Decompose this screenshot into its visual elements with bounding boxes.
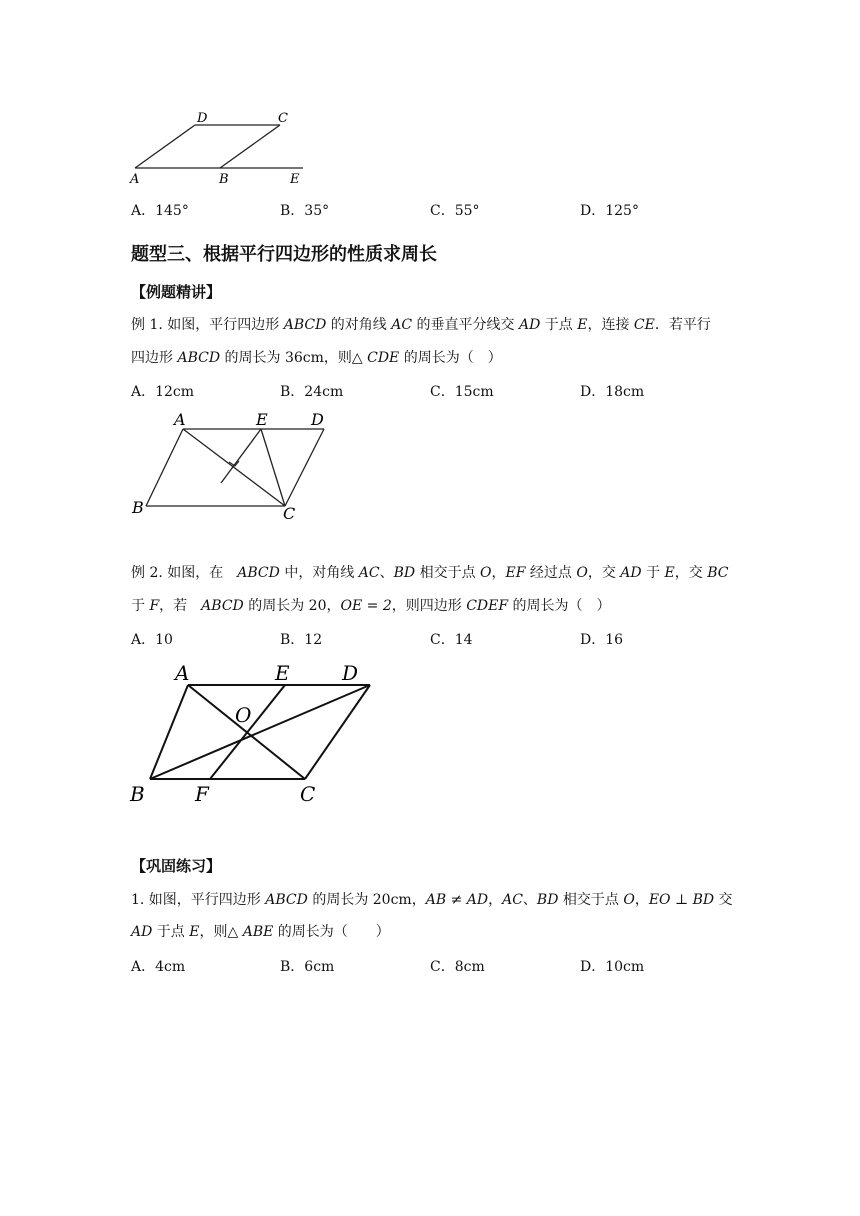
point-label-a: A [174,410,186,429]
example-2-option-a[interactable]: A．10 [131,632,173,648]
example-1-line-2: 四边形 ABCD 的周长为 36cm，则△ CDE 的周长为（ ） [131,350,502,366]
segment-cb [220,125,280,168]
point-label-f: F [195,782,209,806]
practice-1-line-1: 1. 如图，平行四边形 ABCD 的周长为 20cm，AB ≠ AD，AC、BD 相交于点 O，EO ⊥ BD 交 [131,892,733,908]
point-label-c: C [300,782,316,806]
segment-ad [135,125,195,168]
practice-1-option-b[interactable]: B．6cm [280,959,335,975]
example-1-option-d[interactable]: D．18cm [580,384,645,400]
example-2-line-2: 于 F，若 ABCD 的周长为 20，OE = 2，则四边形 CDEF 的周长为（ ） [131,598,611,614]
point-label-a: A [175,661,190,685]
point-label-e: E [290,172,300,187]
example-2-option-b[interactable]: B．12 [280,632,323,648]
practice-header: 【巩固练习】 [131,857,222,875]
section-title: 题型三、根据平行四边形的性质求周长 [131,244,437,265]
segment-ba [146,429,183,506]
example-2-option-d[interactable]: D．16 [580,632,624,648]
point-label-b: B [130,782,145,806]
example-2-line-1: 例 2. 如图，在 ABCD 中，对角线 AC、BD 相交于点 O，EF 经过点 O，交 AD 于 E，交 BC [131,565,729,581]
figure-parallelogram-abcd-extension [125,108,315,188]
option-b[interactable]: B．35° [280,203,330,219]
point-label-d: D [311,410,324,429]
point-label-c: C [278,111,288,126]
example-1-option-b[interactable]: B．24cm [280,384,344,400]
perpendicular-bisector [221,429,261,483]
option-a[interactable]: A．145° [131,203,189,219]
figure-example-2 [125,658,375,808]
point-label-d: D [342,661,359,685]
point-label-d: D [197,111,208,126]
diagonal-ac [183,429,285,506]
option-d[interactable]: D．125° [580,203,639,219]
option-c[interactable]: C．55° [430,203,480,219]
point-label-a: A [130,172,140,187]
point-label-e: E [256,410,268,429]
example-header: 【例题精讲】 [131,283,222,301]
practice-1-option-c[interactable]: C．8cm [430,959,485,975]
practice-1-line-2: AD 于点 E，则△ ABE 的周长为（ ） [131,924,390,940]
practice-1-option-a[interactable]: A．4cm [131,959,186,975]
segment-dc [285,429,324,506]
segment-ef [210,685,285,779]
figure-example-1 [128,405,338,520]
point-label-b: B [219,172,229,187]
point-label-c: C [283,504,296,520]
example-1-option-a[interactable]: A．12cm [131,384,195,400]
point-label-b: B [132,498,144,517]
practice-1-option-d[interactable]: D．10cm [580,959,645,975]
example-1-line-1: 例 1. 如图，平行四边形 ABCD 的对角线 AC 的垂直平分线交 AD 于点 E，连接 CE．若平行 [131,317,711,333]
segment-ec [261,429,285,506]
example-1-option-c[interactable]: C．15cm [430,384,494,400]
point-label-e: E [275,661,290,685]
example-2-option-c[interactable]: C．14 [430,632,473,648]
point-label-o: O [235,703,252,727]
